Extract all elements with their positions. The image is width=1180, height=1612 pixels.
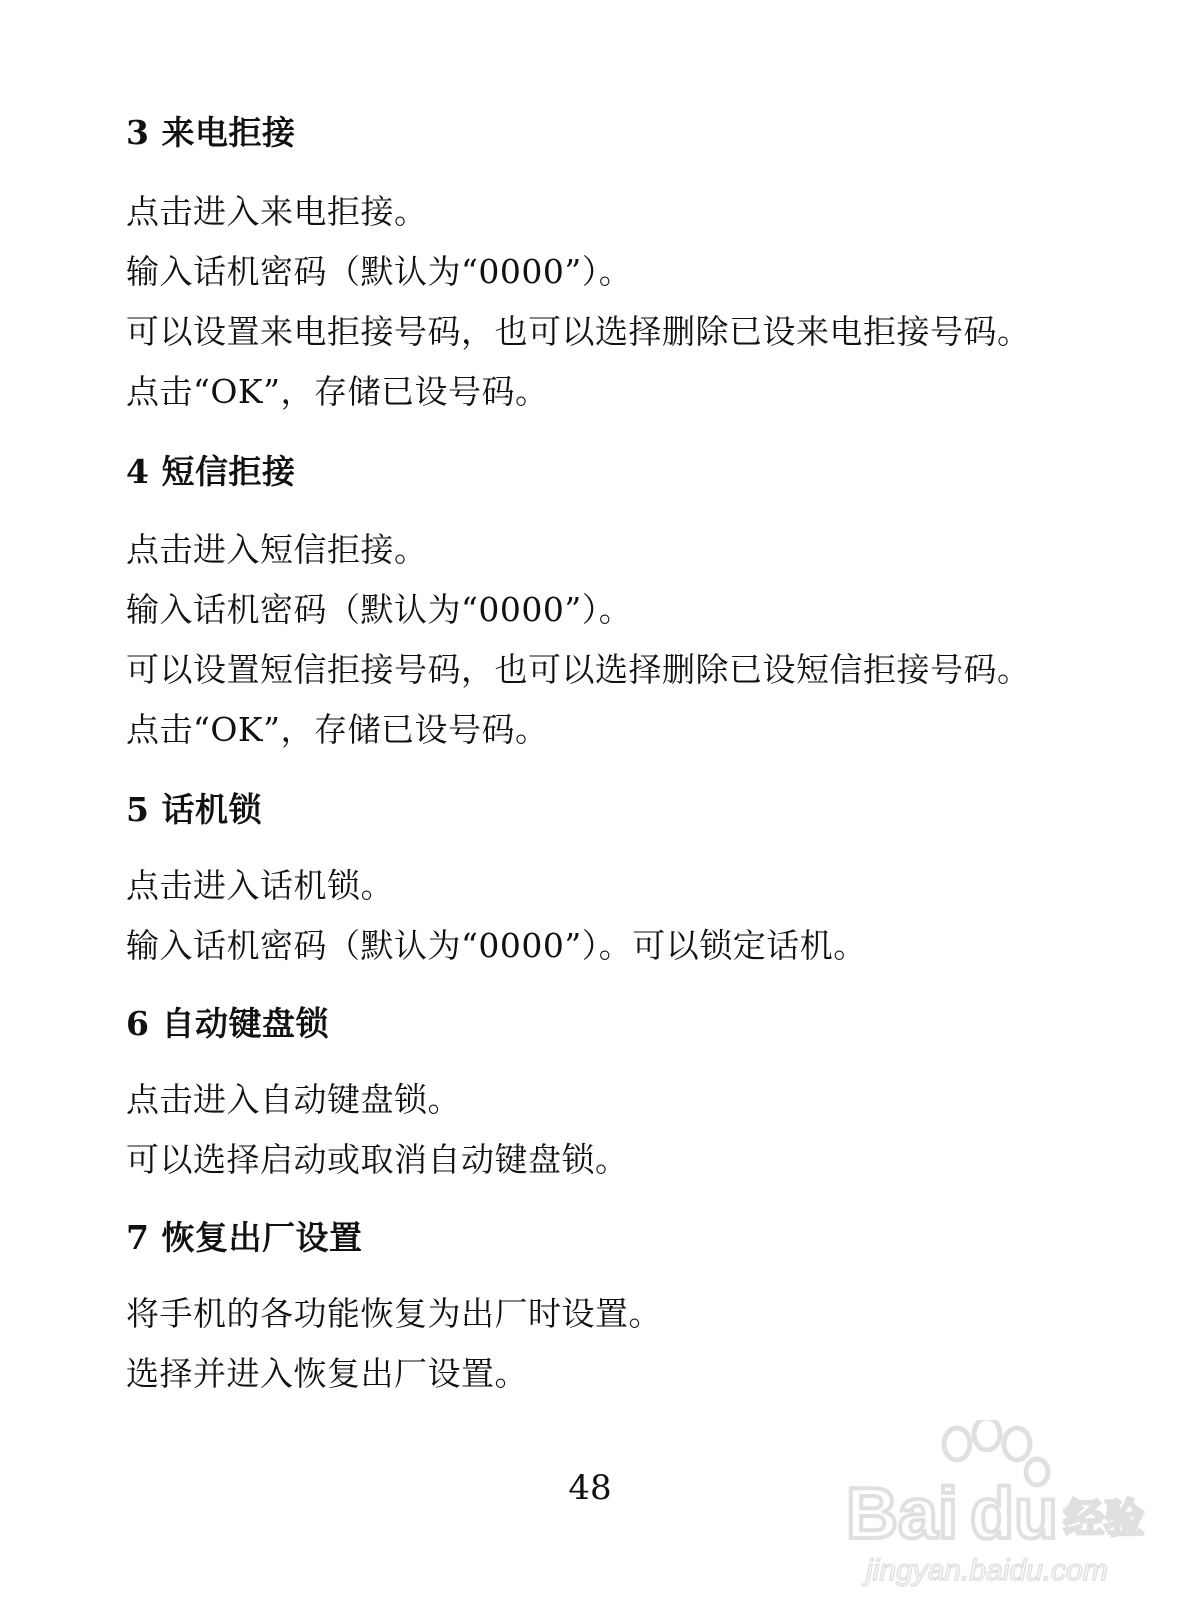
- section-6-line-1: 点击进入自动键盘锁。: [126, 1080, 461, 1119]
- section-7-heading: 7 恢复出厂设置: [126, 1218, 363, 1257]
- svg-text:jingyan.baidu.com: jingyan.baidu.com: [866, 1554, 1108, 1587]
- svg-text:du: du: [970, 1474, 1058, 1554]
- section-3-heading: 3 来电拒接: [126, 113, 296, 152]
- section-4-heading: 4 短信拒接: [126, 452, 296, 491]
- section-3-line-3: 可以设置来电拒接号码，也可以选择删除已设来电拒接号码。: [126, 312, 1031, 351]
- section-7-line-2: 选择并进入恢复出厂设置。: [126, 1354, 528, 1393]
- section-4-line-2: 输入话机密码（默认为“0000”）。: [126, 590, 633, 629]
- section-6-line-2: 可以选择启动或取消自动键盘锁。: [126, 1140, 629, 1179]
- section-5-line-2: 输入话机密码（默认为“0000”）。可以锁定话机。: [126, 926, 867, 965]
- svg-text:Bai: Bai: [846, 1474, 959, 1554]
- section-4-line-4: 点击“OK”，存储已设号码。: [126, 710, 549, 749]
- section-6-heading: 6 自动键盘锁: [126, 1004, 329, 1043]
- section-7-line-1: 将手机的各功能恢复为出厂时设置。: [126, 1294, 662, 1333]
- section-3-line-4: 点击“OK”，存储已设号码。: [126, 372, 549, 411]
- section-3-line-1: 点击进入来电拒接。: [126, 192, 428, 231]
- page-number: 48: [568, 1468, 612, 1508]
- baidu-watermark: [842, 1420, 1152, 1590]
- section-3-line-2: 输入话机密码（默认为“0000”）。: [126, 252, 633, 291]
- section-5-line-1: 点击进入话机锁。: [126, 866, 394, 905]
- section-4-line-1: 点击进入短信拒接。: [126, 530, 428, 569]
- section-5-heading: 5 话机锁: [126, 790, 262, 829]
- svg-text:经验: 经验: [1064, 1496, 1144, 1542]
- section-4-line-3: 可以设置短信拒接号码，也可以选择删除已设短信拒接号码。: [126, 650, 1031, 689]
